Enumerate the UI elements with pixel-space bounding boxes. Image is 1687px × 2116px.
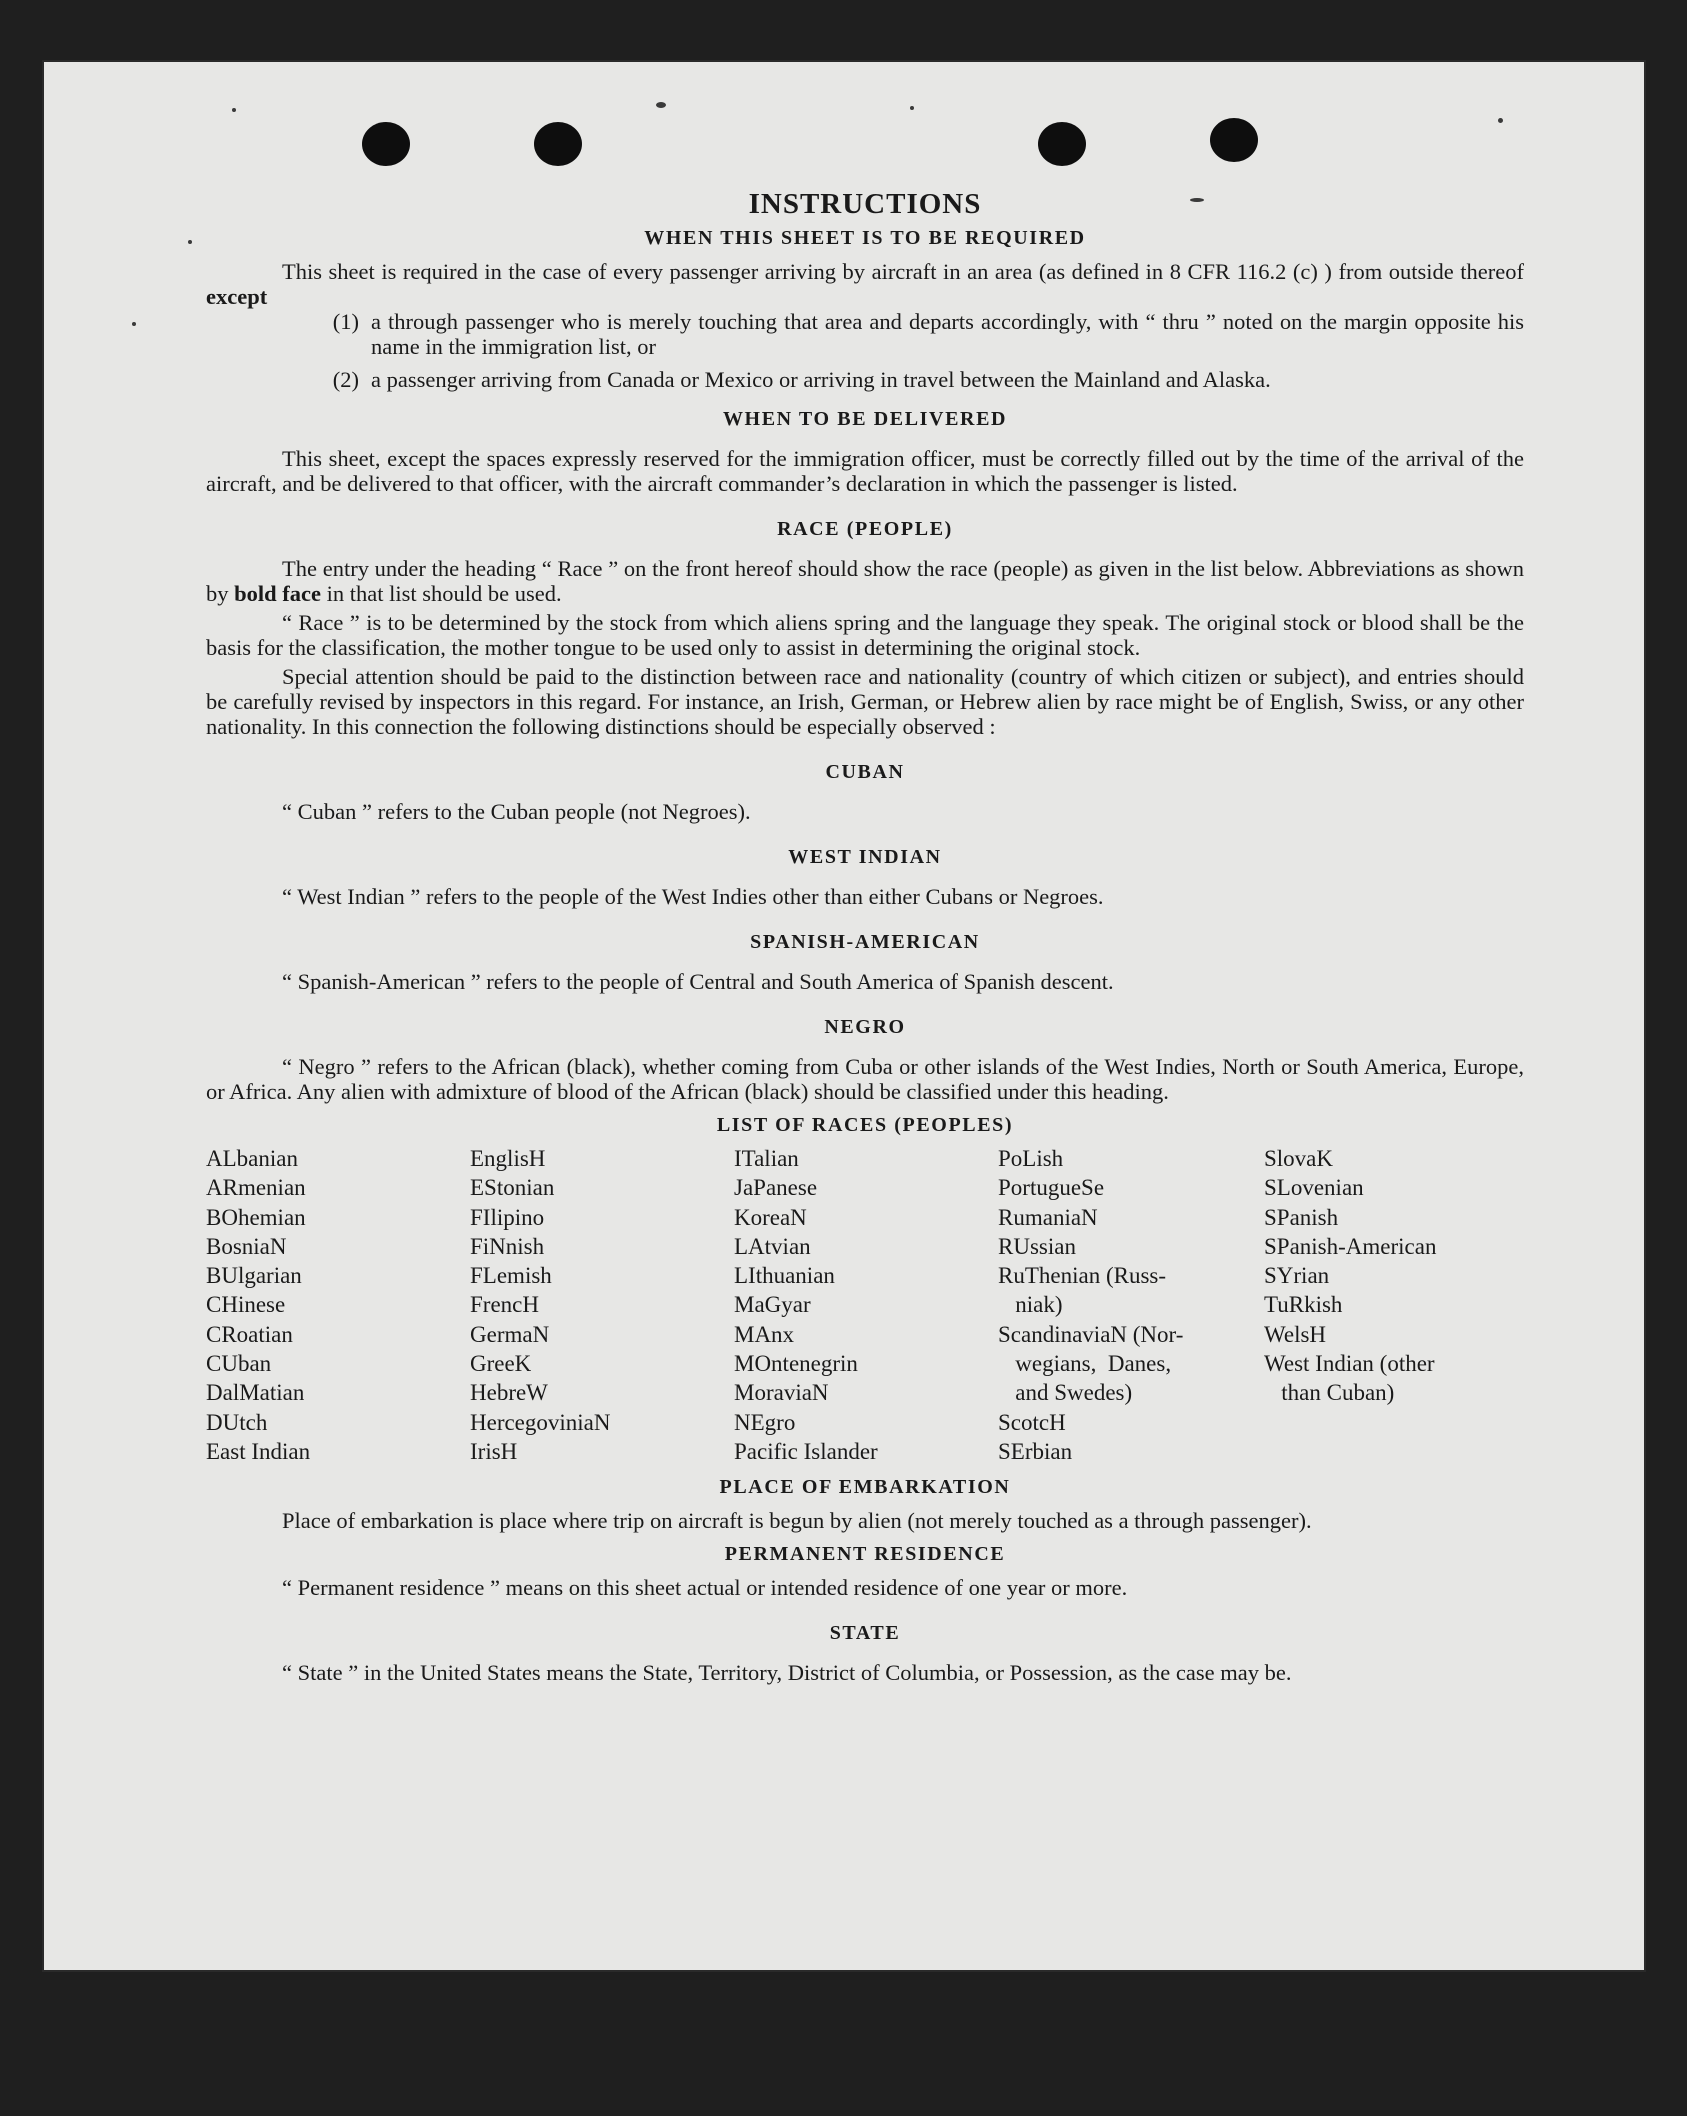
race-entry: HebreW [470,1380,548,1406]
race-entry: WelsH [1264,1321,1327,1347]
race-entry: Pacific Islander [734,1438,878,1464]
race-entry: BUlgarian [206,1263,302,1289]
race-entry: and Swedes) [998,1380,1133,1406]
heading-when-delivered: WHEN TO BE DELIVERED [722,408,1008,430]
race-entry: PoLish [998,1146,1064,1171]
race-entry: DUtch [206,1409,268,1435]
race-entry: SPanish-American [1264,1233,1437,1259]
heading-west-indian: WEST INDIAN [788,846,942,868]
race-entry: SLovenian [1264,1175,1364,1201]
race-paragraph-3: Special attention should be paid to the distinction between race and nationality (country of which citizen or subject), and entries should be carefully revised by inspectors in this regard. For instance, an Irish, German, or Hebrew alien by race might be of English, Swiss, or any other nationality. In this connection the following distinctions should be especially observed : [206,664,1524,739]
race-entry: BosniaN [206,1233,287,1259]
race-entry: MoraviaN [734,1380,829,1406]
race-entry: LAtvian [734,1233,811,1259]
race-entry: PortugueSe [998,1175,1105,1201]
race-entry: DalMatian [206,1380,305,1406]
race-entry: FiNnish [470,1233,545,1259]
race-entry: SlovaK [1264,1146,1333,1171]
heading-negro: NEGRO [824,1016,906,1038]
permanent-residence-text: “ Permanent residence ” means on this sheet actual or intended residence of one year or more. [282,1575,1128,1601]
race-entry: CHinese [206,1292,286,1318]
heading-cuban: CUBAN [825,761,905,783]
heading-when-required: WHEN THIS SHEET IS TO BE REQUIRED [644,227,1086,249]
race-entry: EnglisH [470,1146,546,1171]
races-column [734,1144,998,1466]
races-column [206,1144,470,1466]
race-entry: ITalian [734,1146,799,1171]
race-entry: HercegoviniaN [470,1409,611,1435]
heading-state: STATE [829,1622,901,1645]
race-entry: East Indian [206,1438,311,1464]
punch-hole-3 [1038,122,1086,166]
embarkation-text: Place of embarkation is place where trip on aircraft is begun by alien (not merely touched as a through passenger). [282,1508,1312,1534]
race-entry: GreeK [470,1351,532,1377]
race-entry: RumaniaN [998,1204,1098,1230]
race-entry: LIthuanian [734,1263,835,1289]
race-entry: SPanish [1264,1204,1339,1230]
punch-hole-4 [1210,118,1258,162]
exception-item-1: (1) a through passenger who is merely touching that area and departs accordingly, with “ thru ” noted on the margin opposite his name in the immigration list, or [332,309,1524,359]
heading-embarkation: PLACE OF EMBARKATION [719,1476,1011,1499]
race-entry: niak) [998,1292,1063,1318]
when-required-intro: This sheet is required in the case of every passenger arriving by aircraft in an area (as defined in 8 CFR 116.2 (c) ) from outside thereof except [206,259,1524,309]
race-entry: ARmenian [206,1175,306,1201]
race-entry: MAnx [734,1321,795,1347]
heading-list-of-races: LIST OF RACES (PEOPLES) [716,1114,1014,1136]
spanish-american-text: “ Spanish-American ” refers to the people of Central and South America of Spanish descent. [282,969,1114,994]
speck [1498,118,1503,123]
race-entry: FrencH [470,1292,539,1318]
race-entry: RuThenian (Russ- [998,1263,1167,1289]
instructions-content [206,188,1524,1685]
speck [132,322,136,326]
race-entry: FLemish [470,1263,552,1289]
race-entry: JaPanese [734,1175,818,1201]
speck [188,240,192,244]
cuban-text: “ Cuban ” refers to the Cuban people (not Negroes). [282,799,751,824]
race-entry: wegians, Danes, [998,1351,1172,1377]
race-entry: West Indian (other [1264,1351,1435,1377]
race-entry: SYrian [1264,1263,1330,1289]
race-entry: than Cuban) [1264,1380,1395,1406]
speck [232,108,236,112]
heading-spanish-american: SPANISH-AMERICAN [750,931,980,953]
when-delivered-text: This sheet, except the spaces expressly reserved for the immigration officer, must be correctly filled out by the time of the arrival of the aircraft, and be delivered to that officer, with the aircraft commander’s declaration in which the passenger is listed. [206,446,1524,496]
races-list [206,1144,1524,1466]
race-entry: RUssian [998,1233,1076,1259]
race-entry: MOntenegrin [734,1351,858,1377]
race-entry: FIlipino [470,1204,545,1230]
race-entry: CRoatian [206,1321,293,1347]
race-entry: CUban [206,1351,272,1377]
heading-permanent-residence: PERMANENT RESIDENCE [724,1543,1006,1566]
race-entry: ScotcH [998,1409,1066,1435]
race-paragraph-1: The entry under the heading “ Race ” on the front hereof should show the race (people) as given in the list below. Abbreviations as shown by bold face in that list should be used. [206,556,1524,606]
race-entry: ScandinaviaN (Nor- [998,1321,1184,1347]
punch-hole-1 [362,122,410,166]
races-column [998,1144,1264,1466]
race-paragraph-2: “ Race ” is to be determined by the stock from which aliens spring and the language they speak. The original stock or blood shall be the basis for the classification, the mother tongue to be used only to assist in determining the original stock. [206,610,1524,660]
west-indian-text: “ West Indian ” refers to the people of the West Indies other than either Cubans or Negroes. [282,884,1104,909]
race-entry: BOhemian [206,1204,306,1230]
race-entry: NEgro [734,1409,796,1435]
page-title: INSTRUCTIONS [748,188,982,220]
race-entry: KoreaN [734,1204,807,1230]
race-entry: EStonian [470,1175,555,1201]
speck [656,102,666,108]
negro-text: “ Negro ” refers to the African (black), whether coming from Cuba or other islands of the West Indies, North or South America, Europe, or Africa. Any alien with admixture of blood of the African (black) should be classified under this heading. [206,1054,1524,1104]
races-column [470,1144,734,1466]
races-column [1264,1144,1524,1466]
punch-hole-2 [534,122,582,166]
speck [910,106,914,110]
exception-item-2: (2) a passenger arriving from Canada or Mexico or arriving in travel between the Mainland and Alaska. [332,367,1271,392]
document-sheet [44,62,1644,1970]
state-text: “ State ” in the United States means the State, Territory, District of Columbia, or Possession, as the case may be. [282,1660,1292,1686]
race-entry: IrisH [470,1438,518,1464]
heading-race: RACE (PEOPLE) [777,518,953,540]
race-entry: TuRkish [1264,1292,1343,1318]
race-entry: SErbian [998,1438,1073,1464]
race-entry: ALbanian [206,1146,298,1171]
race-entry: MaGyar [734,1292,811,1318]
race-entry: GermaN [470,1321,550,1347]
